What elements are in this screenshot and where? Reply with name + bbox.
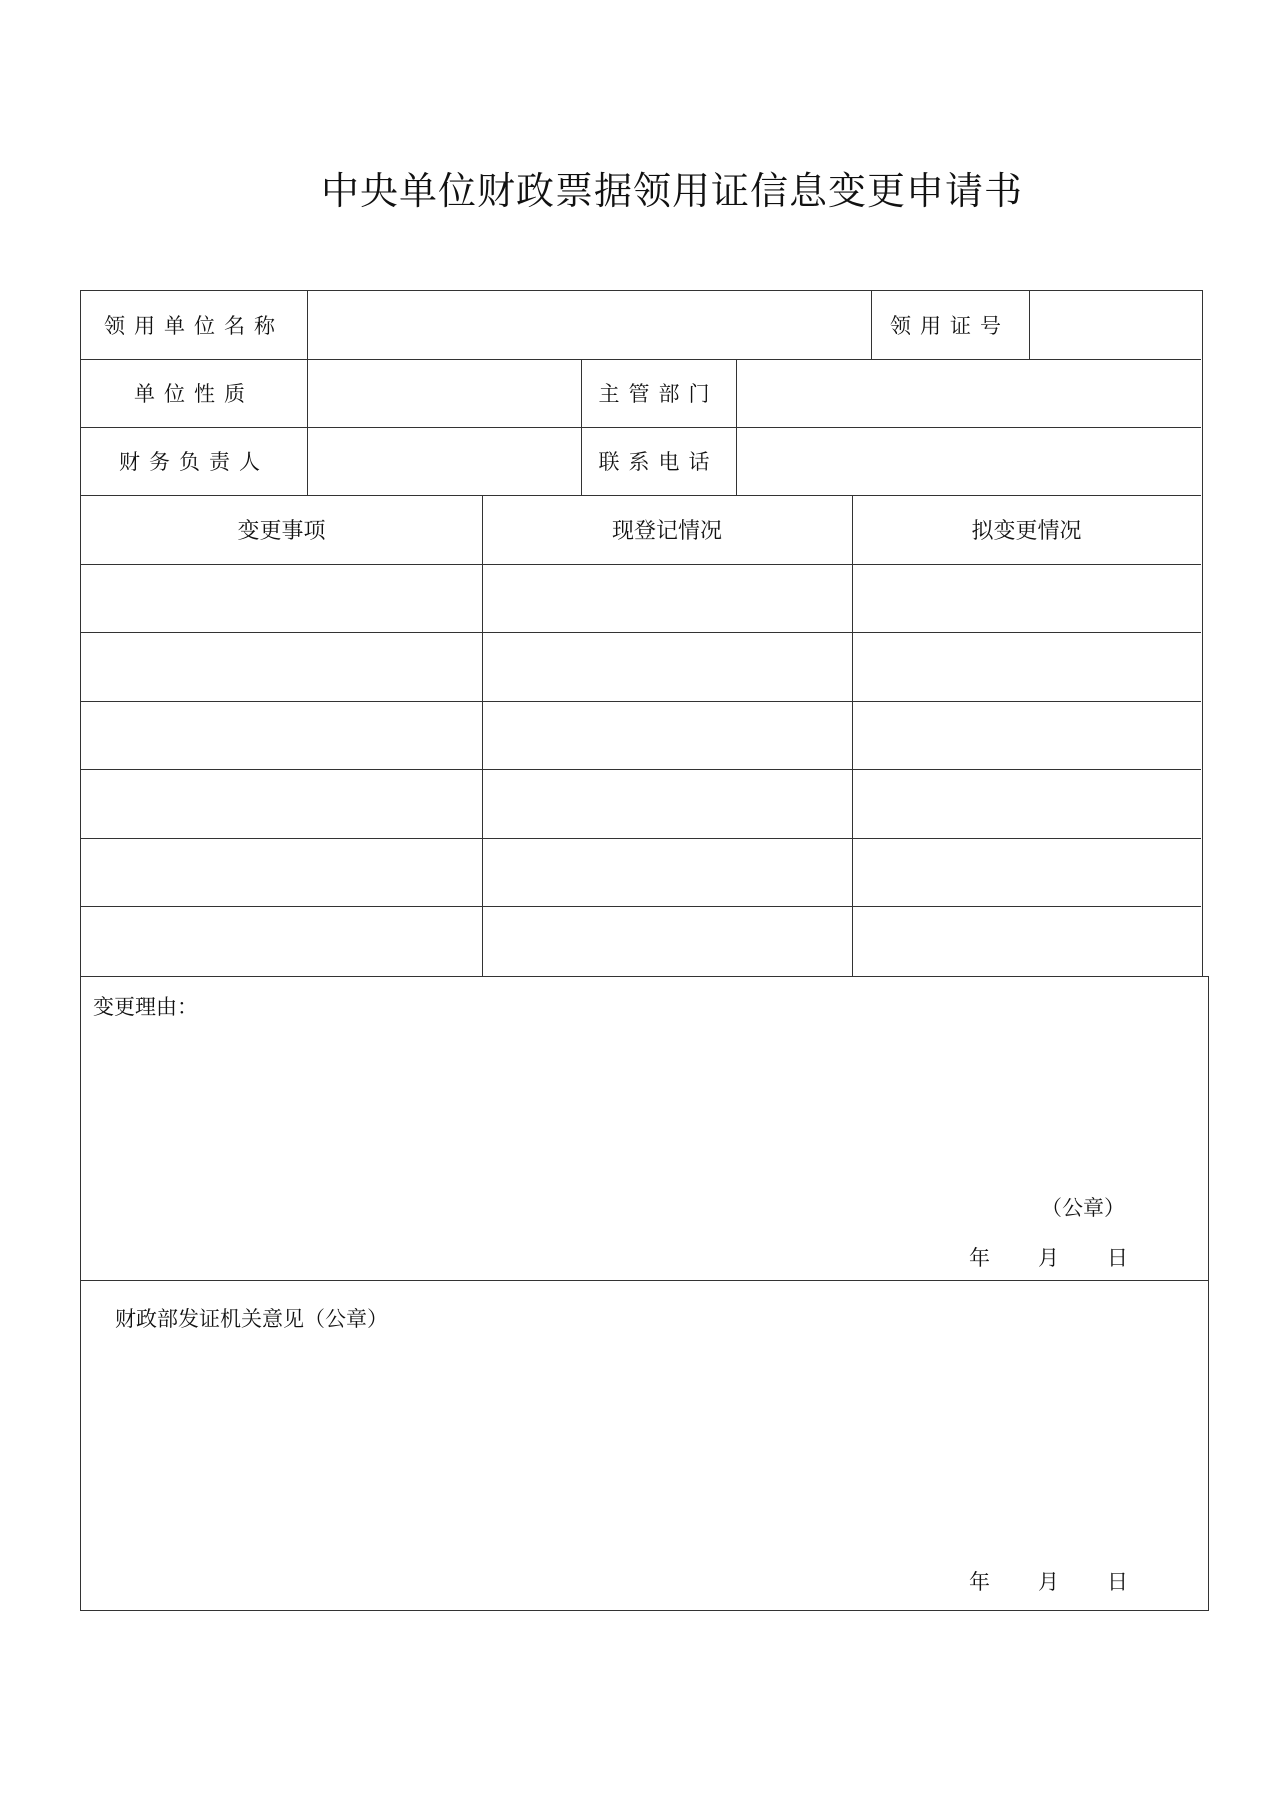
table-cell[interactable]	[482, 701, 852, 769]
reason-year: 年	[969, 1246, 990, 1270]
unit-nature-label: 单位性质	[134, 382, 254, 406]
table-cell[interactable]	[81, 632, 482, 701]
unit-name-field[interactable]	[307, 291, 871, 359]
header-change-item: 变更事项	[237, 519, 326, 544]
cert-no-label: 领用证号	[890, 314, 1010, 338]
table-cell[interactable]	[81, 769, 482, 838]
table-cell[interactable]	[81, 838, 482, 906]
table-cell[interactable]	[482, 906, 852, 976]
reason-day: 日	[1107, 1246, 1128, 1270]
opinion-month: 月	[1038, 1570, 1059, 1594]
reason-seal: （公章）	[1041, 1196, 1125, 1220]
page-title: 中央单位财政票据领用证信息变更申请书	[320, 169, 1023, 213]
supervisor-field[interactable]	[736, 359, 1201, 427]
table-cell[interactable]	[482, 769, 852, 838]
supervisor-label: 主管部门	[598, 382, 719, 406]
table-cell[interactable]	[852, 701, 1201, 769]
opinion-year: 年	[969, 1570, 990, 1594]
table-cell[interactable]	[482, 632, 852, 701]
finance-head-label: 财务负责人	[119, 450, 269, 474]
phone-field[interactable]	[736, 427, 1201, 495]
table-cell[interactable]	[482, 564, 852, 632]
reason-month: 月	[1038, 1246, 1059, 1270]
opinion-day: 日	[1107, 1570, 1128, 1594]
opinion-label: 财政部发证机关意见（公章）	[115, 1307, 388, 1331]
finance-head-field[interactable]	[307, 427, 581, 495]
table-cell[interactable]	[852, 838, 1201, 906]
table-cell[interactable]	[852, 906, 1201, 976]
table-cell[interactable]	[81, 701, 482, 769]
opinion-date	[969, 1566, 1128, 1596]
table-cell[interactable]	[81, 564, 482, 632]
table-cell[interactable]	[852, 632, 1201, 701]
table-cell[interactable]	[482, 838, 852, 906]
cert-no-field[interactable]	[1029, 291, 1201, 359]
table-cell[interactable]	[81, 906, 482, 976]
unit-name-label: 领用单位名称	[104, 314, 284, 338]
opinion-section	[80, 1280, 1209, 1611]
table-cell[interactable]	[852, 564, 1201, 632]
reason-label: 变更理由：	[93, 995, 198, 1019]
reason-date	[969, 1242, 1128, 1272]
table-cell[interactable]	[852, 769, 1201, 838]
reason-section	[80, 976, 1209, 1281]
form-table	[80, 290, 1203, 978]
phone-label: 联系电话	[598, 450, 719, 474]
unit-nature-field[interactable]	[307, 359, 581, 427]
header-proposed: 拟变更情况	[971, 519, 1082, 544]
header-current: 现登记情况	[611, 519, 722, 544]
